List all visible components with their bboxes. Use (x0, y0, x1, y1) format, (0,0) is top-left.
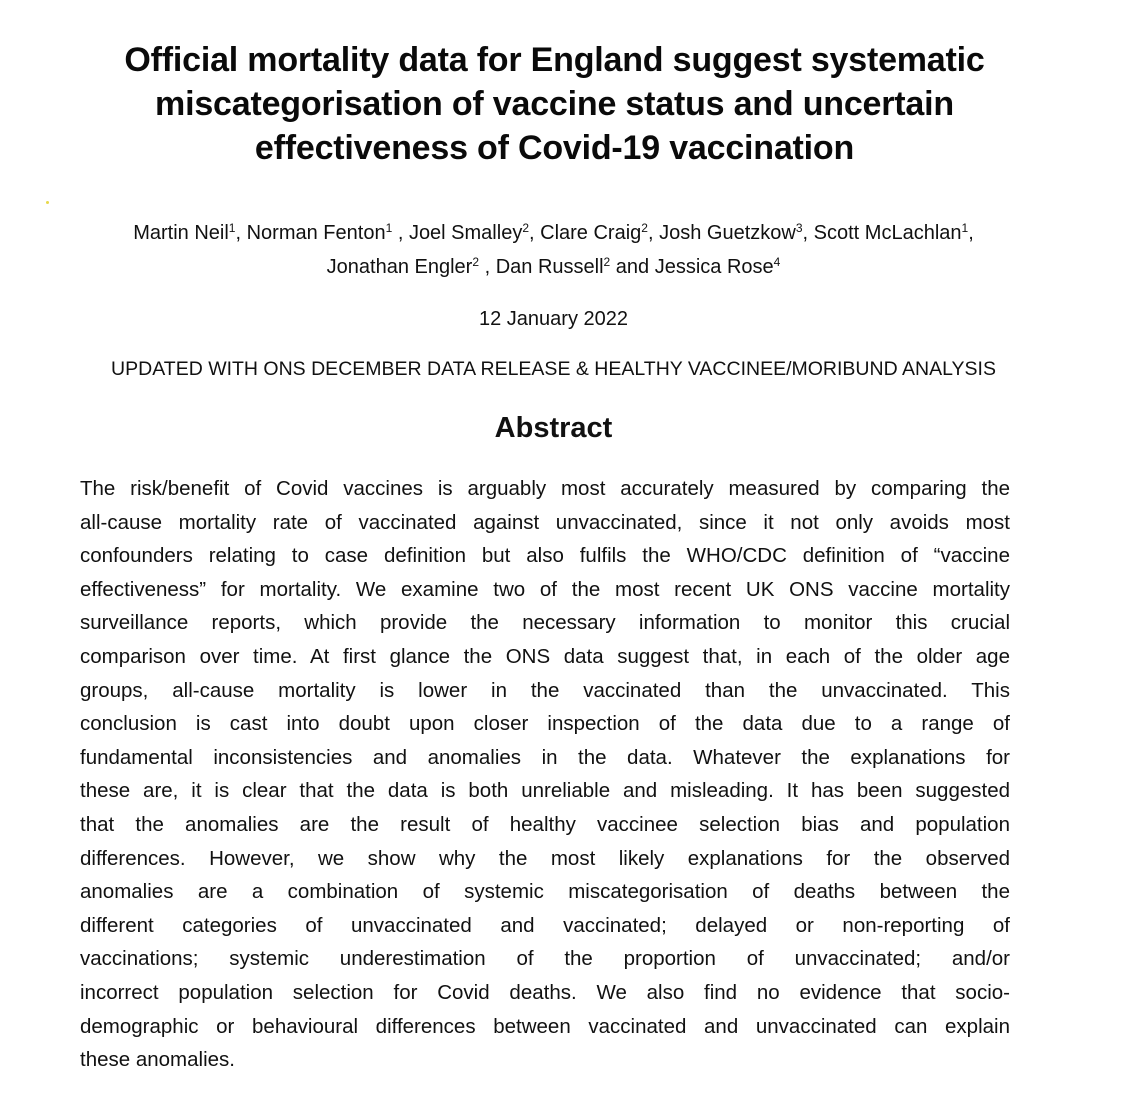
author-affiliation: 1 (961, 221, 969, 235)
author-separator: and (610, 256, 655, 278)
abstract-line: anomalies are a combination of systemic miscategorisation of deaths between the (80, 880, 1010, 904)
abstract-line: The risk/benefit of Covid vaccines is arguably most accurately measured by comparing the (80, 477, 1010, 500)
abstract-line: all-cause mortality rate of vaccinated against unvaccinated, since it not only avoids most (80, 510, 1010, 534)
abstract-line: these are, it is clear that the data is both unreliable and misleading. It has been suggested (80, 779, 1010, 803)
abstract-line: vaccinations; systemic underestimation of the proportion of unvaccinated; and/or (80, 947, 1010, 971)
author-separator: , (235, 222, 247, 244)
author-name: Clare Craig (540, 222, 642, 244)
author-line (20, 250, 1087, 284)
title-line: effectiveness of Covid-19 vaccination (254, 129, 855, 167)
abstract-text (80, 472, 1010, 1077)
author-affiliation: 2 (522, 221, 530, 235)
author-affiliation: 3 (795, 221, 803, 235)
author-name: Josh Guetzkow (659, 222, 796, 244)
author-affiliation: 2 (641, 221, 648, 235)
paper-title (40, 38, 1069, 170)
abstract-line: demographic or behavioural differences between vaccinated and unvaccinated can explain (80, 1014, 1010, 1038)
abstract-line: comparison over time. At first glance the ONS data suggest that, in each of the older age (80, 644, 1010, 668)
abstract-heading: Abstract (494, 412, 613, 444)
abstract-line: differences. However, we show why the most likely explanations for the observed (80, 846, 1010, 870)
update-note: UPDATED WITH ONS DECEMBER DATA RELEASE & HEALTHY VACCINEE/MORIBUND ANALYSIS (111, 358, 996, 380)
author-separator: , (802, 222, 814, 244)
title-line: Official mortality data for England suggest systematic (124, 41, 985, 79)
author-line (20, 216, 1087, 250)
abstract-line: surveillance reports, which provide the necessary information to monitor this crucial (80, 611, 1010, 635)
author-separator: , (968, 222, 974, 244)
author-affiliation: 1 (385, 221, 393, 235)
abstract-line: conclusion is cast into doubt upon closer inspection of the data due to a range of (80, 712, 1010, 736)
author-name: Martin Neil (133, 222, 229, 244)
publication-date: 12 January 2022 (478, 308, 628, 330)
author-affiliation: 2 (603, 255, 611, 269)
abstract-line: incorrect population selection for Covid deaths. We also find no evidence that socio- (80, 980, 1010, 1004)
author-name: Scott McLachlan (813, 222, 962, 244)
author-affiliation: 1 (228, 221, 236, 235)
stray-mark (46, 201, 49, 204)
abstract-line: these anomalies. (80, 1048, 235, 1072)
abstract-line: groups, all-cause mortality is lower in the vaccinated than the unvaccinated. This (80, 678, 1010, 702)
author-separator: , (479, 256, 496, 278)
author-name: Jonathan Engler (326, 256, 473, 278)
author-name: Jessica Rose (654, 256, 774, 278)
abstract-line: effectiveness” for mortality. We examine two of the most recent UK ONS vaccine mortality (80, 577, 1010, 601)
author-name: Norman Fenton (246, 222, 386, 244)
author-name: Dan Russell (495, 256, 604, 278)
author-name: Joel Smalley (408, 222, 523, 244)
abstract-line: fundamental inconsistencies and anomalies in the data. Whatever the explanations for (80, 745, 1010, 769)
abstract-line: confounders relating to case definition but also fulfils the WHO/CDC definition of “vaccine (80, 544, 1010, 568)
author-separator: , (647, 222, 660, 244)
title-line: miscategorisation of vaccine status and uncertain (155, 85, 954, 123)
author-separator: , (392, 222, 409, 244)
author-list (20, 216, 1087, 284)
author-affiliation: 4 (773, 255, 781, 269)
abstract-line: that the anomalies are the result of healthy vaccinee selection bias and population (80, 812, 1010, 836)
author-separator: , (529, 222, 541, 244)
author-affiliation: 2 (472, 255, 480, 269)
abstract-line: different categories of unvaccinated and vaccinated; delayed or non-reporting of (80, 913, 1010, 937)
